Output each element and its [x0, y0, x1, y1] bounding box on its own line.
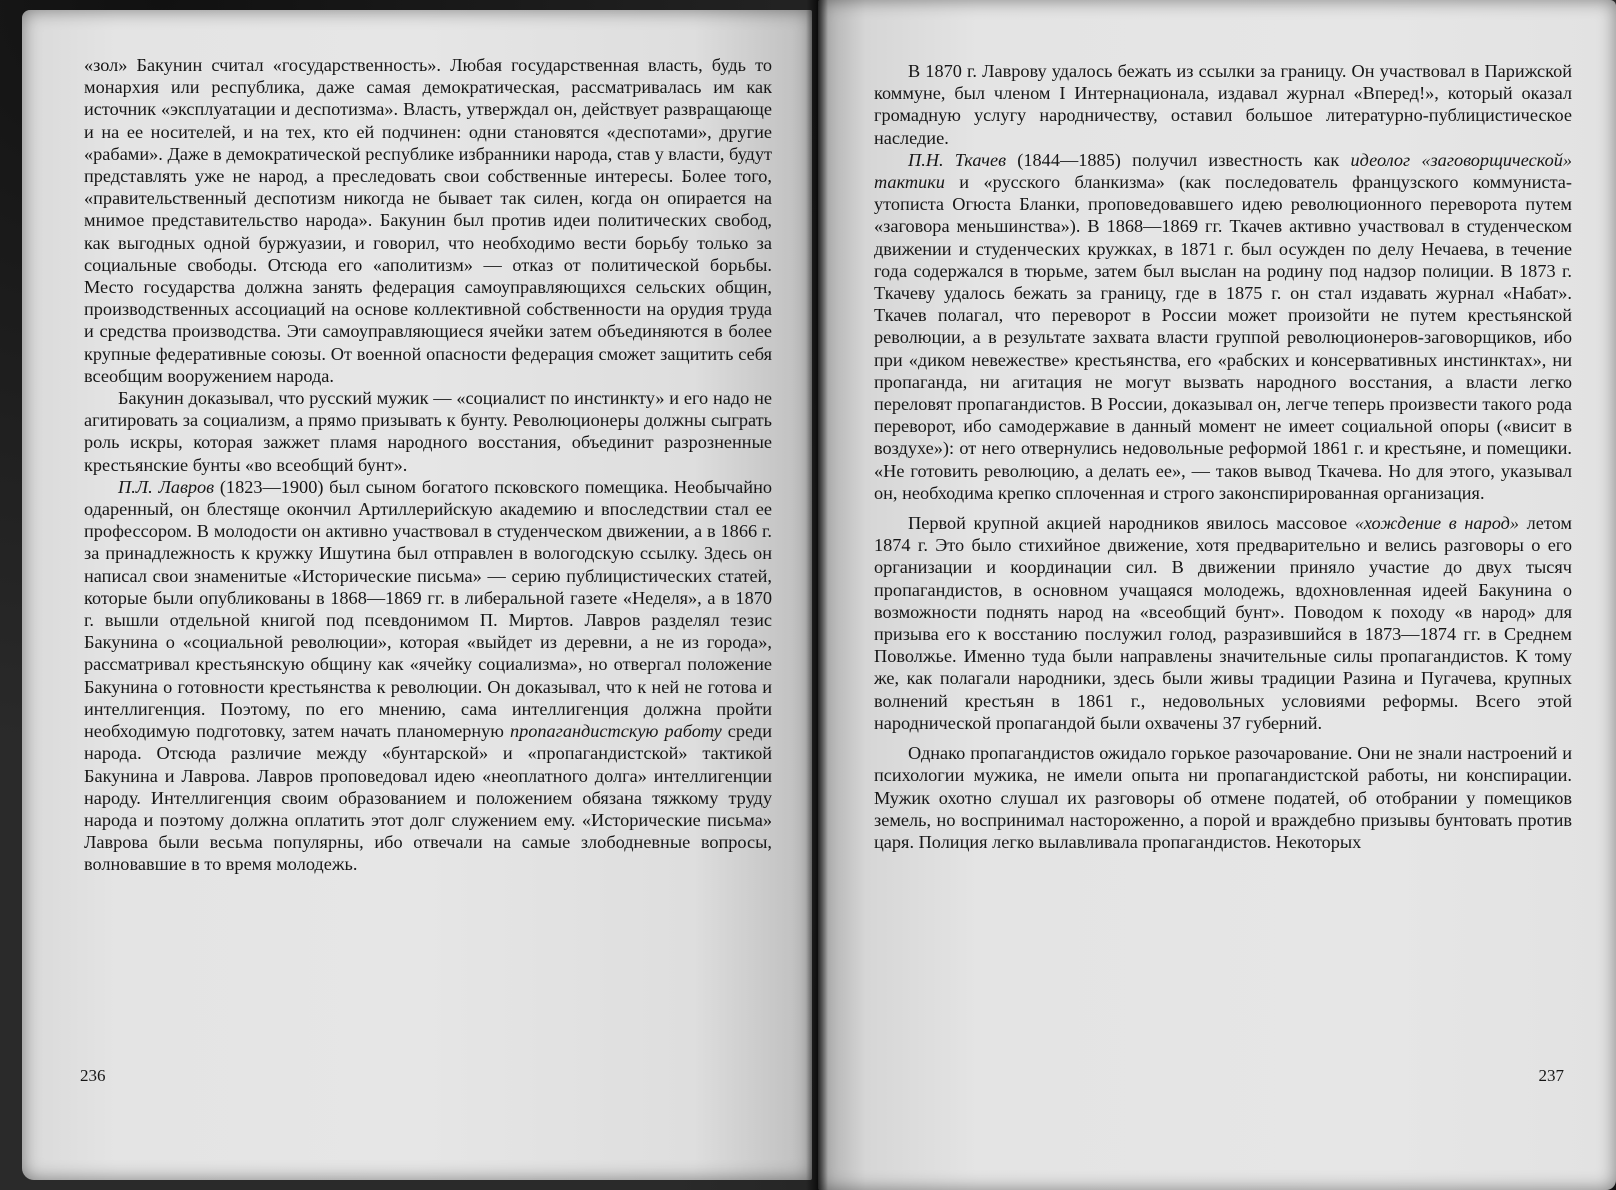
paragraph	[874, 149, 1572, 504]
right-page-text	[874, 60, 1572, 853]
paragraph	[84, 387, 772, 476]
paragraph	[874, 742, 1572, 853]
text-run: летом 1874 г. Это было стихийное движение, хотя предварительно и велись разговоры о его организации и координации сил. В движении приняло участие до двух тысяч пропагандистов, в основном учащаяся молодежь, вдохновленная идеей Бакунина о возможности поднять народ на «всеобщий бунт». Поводом к походу «в народ» для призыва его к восстанию послужил голод, разразившийся в 1873—1874 гг. в Среднем Поволжье. Именно туда были направлены значительные силы пропагандистов. К тому же, как полагали народники, здесь были живы традиции Разина и Пугачева, крупных волнений крестьян в 1861 г., недовольных условиями реформы. Всего этой народнической пропагандой были охвачены 37 губерний.	[874, 513, 1572, 733]
paragraph	[84, 476, 772, 876]
paragraph	[874, 60, 1572, 149]
left-page	[22, 10, 812, 1180]
author-name-italic: П.Н. Ткачев	[908, 149, 1007, 170]
left-page-text	[84, 54, 772, 876]
author-name-italic: П.Л. Лавров	[118, 476, 215, 497]
text-run: и «русского бланкизма» (как последователь французского коммуниста-утописта Огюста Бланки, проповедовавшего идею революционного переворота путем «заговора меньшинства»). В 1868—1869 гг. Ткачев активно участвовал в студенческом движении и студенческих кружках, в 1871 г. был осужден по делу Нечаева, в течение года содержался в тюрьме, затем был выслан на родину под надзор полиции. В 1873 г. Ткачеву удалось бежать за границу, где в 1875 г. он стал издавать журнал «Набат». Ткачев полагал, что переворот в России может произойти не путем крестьянской революции, а в результате захвата власти группой революционеров-заговорщиков, ибо при «диком невежестве» крестьянства, его «рабских и консервативных инстинктах», ни пропаганда, ни агитация не могут вызвать народного восстания, а власти легко переловят пропагандистов. В России, доказывал он, легче теперь произвести такого рода переворот, ибо самодержавие в данный момент не имеет социальной опоры («висит в воздухе»): от него отвернулись недовольные реформой 1861 г. и крестьяне, и помещики. «Не готовить революцию, а делать ее», — таков вывод Ткачева. Но для этого, указывал он, необходима крепко сплоченная и строго законспирированная организация.	[874, 172, 1572, 503]
italic-term: «хождение в народ»	[1354, 513, 1519, 534]
page-number: 237	[1538, 1066, 1564, 1085]
text-run: (1823—1900) был сыном богатого псковского помещика. Необычайно одаренный, он блестяще окончил Артиллерийскую академию и впоследствии стал ее профессором. В молодости он активно участвовал в студенческом движении, а в 1866 г. за принадлежность к кружку Ишутина был отправлен в вологодскую ссылку. Здесь он написал свои знаменитые «Исторические письма» — серию публицистических статей, которые были опубликованы в 1868—1869 гг. в либеральной газете «Неделя», а в 1870 г. вышли отдельной книгой под псевдонимом П. Миртов. Лавров разделял тезис Бакунина о «социальной революции», которая «выйдет из деревни, а не из города», рассматривал крестьянскую общину как «ячейку социализма», но отвергал положение Бакунина о готовности крестьянства к революции. Он доказывал, что к ней не готова и интеллигенция. Поэтому, по его мнению, сама интеллигенция должна пройти необходимую подготовку, затем начать планомерную	[84, 476, 772, 742]
paragraph	[84, 54, 772, 387]
text-run: «зол» Бакунин считал «государственность». Любая государственная власть, будь то монархия или республика, даже самая демократическая, рассматривалась им как источник «эксплуатации и деспотизма». Власть, утверждал он, действует развращающе и на ее носителей, и на тех, кто ей подчинен: одни становятся «деспотами», другие «рабами». Даже в демократической республике избранники народа, став у власти, будут представлять уже не народ, а преследовать свои собственные интересы. Более того, «правительственный деспотизм никогда не бывает так силен, когда он опирается на мнимое представительство народа». Бакунин был против идеи политических свобод, как выгодных одной буржуазии, и говорил, что необходимо вести борьбу только за социальные свободы. Отсюда его «аполитизм» — отказ от политической борьбы. Место государства должна занять федерация самоуправляющихся сельских общин, производственных ассоциаций на основе коллективной собственности на орудия труда и средства производства. Эти самоуправляющиеся ячейки затем объединяются в более крупные федеративные союзы. От военной опасности федерация сможет защитить себя всеобщим вооружением народа.	[84, 55, 772, 386]
page-number: 236	[80, 1066, 106, 1085]
italic-term: идеолог «заговорщической» тактики	[874, 149, 1572, 193]
text-run: среди народа. Отсюда различие между «бунтарской» и «пропагандистской» тактикой Бакунина и Лаврова. Лавров проповедовал идею «неоплатного долга» интеллигенции народу. Интеллигенция своим образованием и положением обязана тяжкому труду народа и поэтому должна оплатить этот долг служением ему. «Исторические письма» Лаврова были весьма популярны, ибо отвечали на самые злободневные вопросы, волновавшие в то время молодежь.	[84, 721, 772, 875]
text-run: Бакунин доказывал, что русский мужик — «социалист по инстинкту» и его надо не агитировать за социализм, а прямо призывать к бунту. Революционеры должны сыграть роль искры, которая зажжет пламя народного восстания, объединит разрозненные крестьянские бунты «во всеобщий бунт».	[84, 388, 772, 475]
text-run: В 1870 г. Лаврову удалось бежать из ссылки за границу. Он участвовал в Парижской коммуне, был членом I Интернационала, издавал журнал «Вперед!», который оказал громадную услугу народничеству, оставил большое литературно-публицистическое наследие.	[874, 61, 1572, 148]
text-run: Первой крупной акцией народников явилось массовое	[908, 513, 1355, 534]
right-page	[818, 0, 1616, 1190]
text-run: (1844—1885) получил известность как	[1006, 149, 1351, 170]
italic-term: пропагандистскую работу	[509, 721, 722, 742]
text-run: Однако пропагандистов ожидало горькое разочарование. Они не знали настроений и психологии мужика, не имели опыта ни пропагандистской работы, ни конспирации. Мужик охотно слушал их разговоры об отмене податей, об отобрании у помещиков земель, но воспринимал настороженно, а порой и враждебно призывы бунтовать против царя. Полиция легко вылавливала пропагандистов. Некоторых	[874, 743, 1572, 852]
book-gutter-shadow	[806, 0, 828, 1190]
paragraph	[874, 512, 1572, 734]
